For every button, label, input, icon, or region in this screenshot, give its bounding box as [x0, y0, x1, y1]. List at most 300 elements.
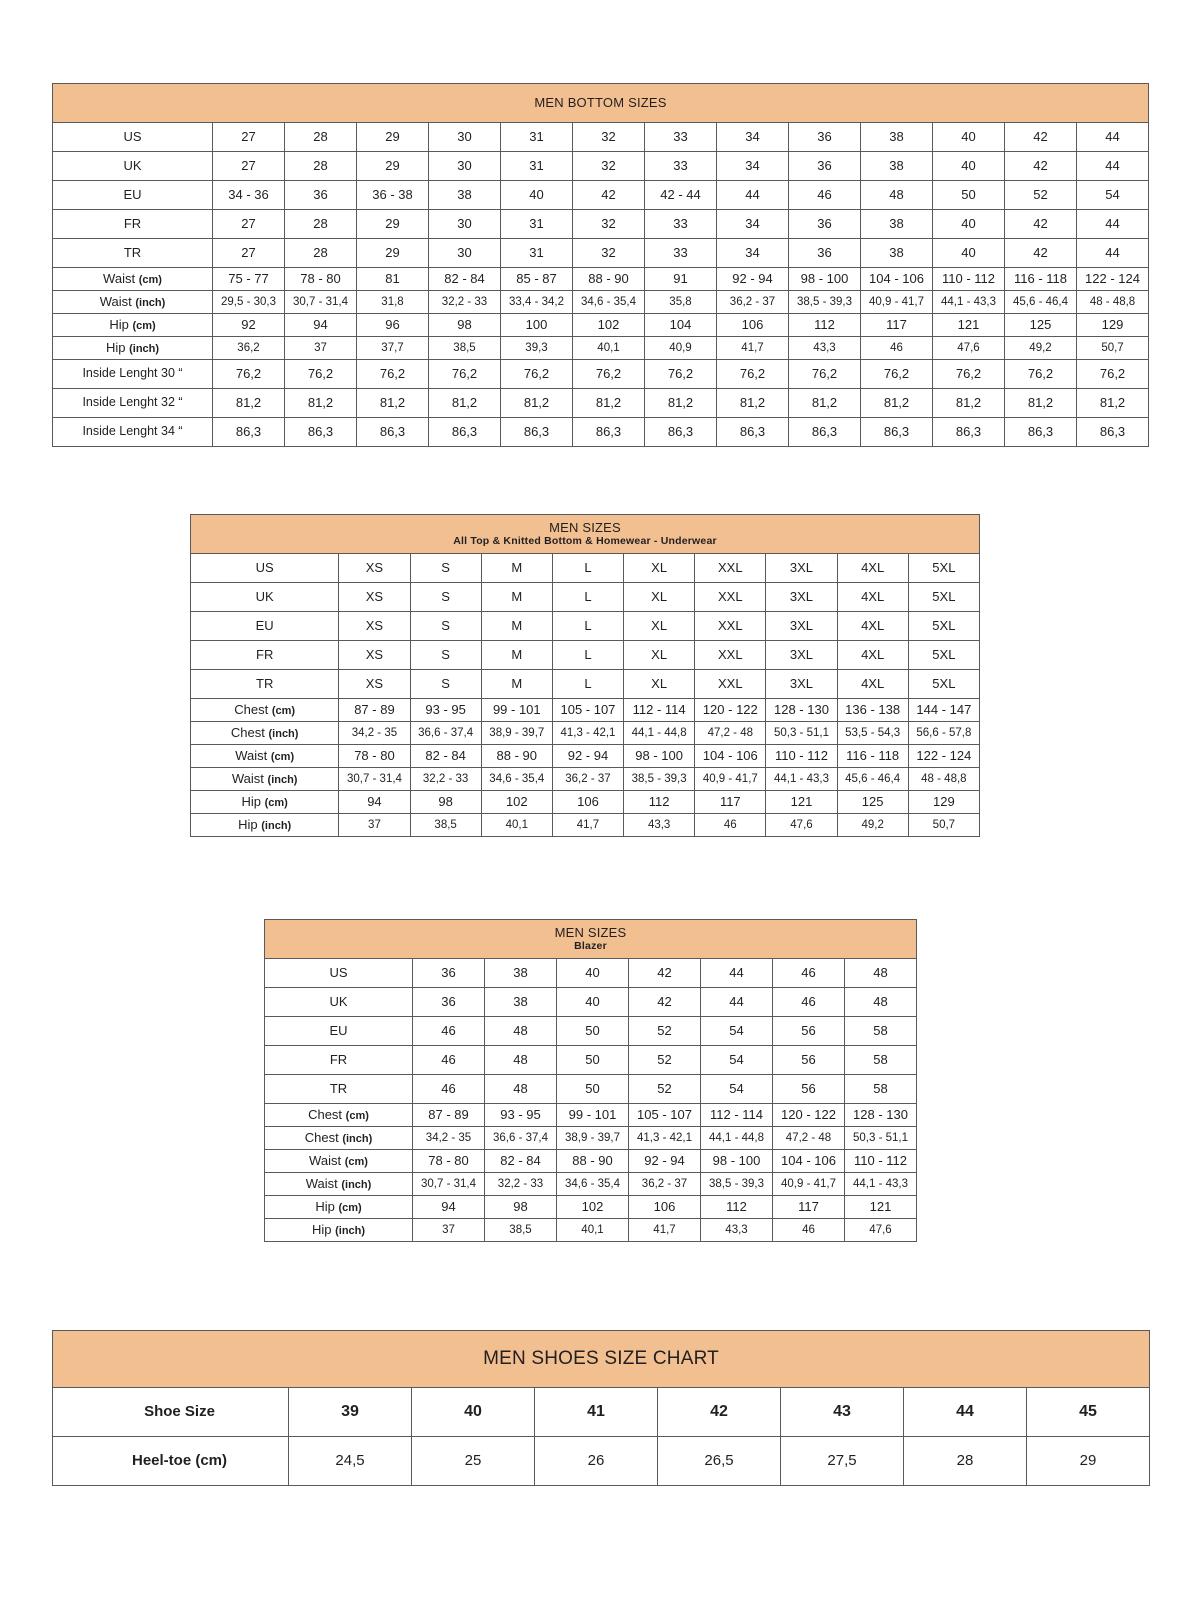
cell: 98 - 100	[624, 745, 695, 768]
cell: 34,6 - 35,4	[481, 768, 552, 791]
cell: 45,6 - 46,4	[1005, 291, 1077, 314]
cell: 40,1	[557, 1219, 629, 1242]
cell: 30,7 - 31,4	[413, 1173, 485, 1196]
cell: 28	[285, 210, 357, 239]
cell: 39,3	[501, 337, 573, 360]
cell: 116 - 118	[837, 745, 908, 768]
table-row	[265, 1196, 917, 1219]
table-row	[53, 418, 1149, 447]
cell: 76,2	[645, 360, 717, 389]
cell: 32,2 - 33	[429, 291, 501, 314]
cell: 47,2 - 48	[773, 1127, 845, 1150]
cell: 44,1 - 44,8	[624, 722, 695, 745]
cell: 28	[285, 239, 357, 268]
cell: 76,2	[285, 360, 357, 389]
cell: 40,9 - 41,7	[861, 291, 933, 314]
cell: 86,3	[789, 418, 861, 447]
cell: 86,3	[501, 418, 573, 447]
cell: 48 - 48,8	[1077, 291, 1149, 314]
cell: 56,6 - 57,8	[908, 722, 979, 745]
cell: 88 - 90	[557, 1150, 629, 1173]
row-label: EU	[53, 181, 213, 210]
cell: 27	[213, 239, 285, 268]
row-label: Hip (inch)	[265, 1219, 413, 1242]
cell: 30	[429, 123, 501, 152]
cell: 40,9	[645, 337, 717, 360]
cell: 112	[701, 1196, 773, 1219]
cell: 53,5 - 54,3	[837, 722, 908, 745]
cell: 35,8	[645, 291, 717, 314]
cell: 30	[429, 152, 501, 181]
cell: 36	[789, 152, 861, 181]
cell: 36,6 - 37,4	[410, 722, 481, 745]
cell: 86,3	[717, 418, 789, 447]
table-title-row	[265, 920, 917, 959]
cell: 88 - 90	[573, 268, 645, 291]
cell: 5XL	[908, 641, 979, 670]
cell: 38	[861, 152, 933, 181]
cell: 36,2 - 37	[629, 1173, 701, 1196]
cell: 81,2	[717, 389, 789, 418]
cell: 44,1 - 44,8	[701, 1127, 773, 1150]
cell: 36,2 - 37	[717, 291, 789, 314]
row-label: Shoe Size	[53, 1388, 289, 1437]
cell: 41,3 - 42,1	[552, 722, 623, 745]
cell: 81,2	[645, 389, 717, 418]
cell: 5XL	[908, 554, 979, 583]
cell: 28	[285, 123, 357, 152]
cell: 81,2	[573, 389, 645, 418]
cell: 40,9 - 41,7	[773, 1173, 845, 1196]
cell: 45	[1027, 1388, 1150, 1437]
cell: 40,1	[573, 337, 645, 360]
row-label: Hip (cm)	[53, 314, 213, 337]
table-title	[53, 84, 1149, 123]
cell: 29	[357, 152, 429, 181]
cell: 38	[861, 123, 933, 152]
cell: XXL	[695, 583, 766, 612]
cell: 54	[701, 1075, 773, 1104]
cell: 42	[1005, 152, 1077, 181]
cell: 38	[861, 210, 933, 239]
table-row	[191, 791, 980, 814]
cell: 76,2	[357, 360, 429, 389]
table-men-shoes-size-chart	[52, 1330, 1150, 1486]
cell: 76,2	[861, 360, 933, 389]
table-title-row	[53, 84, 1149, 123]
cell: 144 - 147	[908, 699, 979, 722]
cell: XXL	[695, 612, 766, 641]
table-row	[191, 670, 980, 699]
cell: 100	[501, 314, 573, 337]
cell: 128 - 130	[766, 699, 837, 722]
cell: 98 - 100	[789, 268, 861, 291]
cell: 86,3	[933, 418, 1005, 447]
cell: S	[410, 554, 481, 583]
cell: 44	[717, 181, 789, 210]
cell: 96	[357, 314, 429, 337]
cell: 88 - 90	[481, 745, 552, 768]
cell: 86,3	[1077, 418, 1149, 447]
cell: 36	[789, 123, 861, 152]
cell: 39	[289, 1388, 412, 1437]
cell: 34	[717, 210, 789, 239]
cell: 30,7 - 31,4	[285, 291, 357, 314]
cell: 30,7 - 31,4	[339, 768, 410, 791]
cell: 91	[645, 268, 717, 291]
cell: 34 - 36	[213, 181, 285, 210]
cell: 106	[717, 314, 789, 337]
cell: 50	[557, 1046, 629, 1075]
cell: 136 - 138	[837, 699, 908, 722]
cell: 4XL	[837, 554, 908, 583]
cell: 81,2	[429, 389, 501, 418]
cell: 32	[573, 210, 645, 239]
cell: 44,1 - 43,3	[845, 1173, 917, 1196]
cell: 37	[413, 1219, 485, 1242]
cell: 36	[413, 988, 485, 1017]
cell: 31	[501, 210, 573, 239]
cell: 44,1 - 43,3	[766, 768, 837, 791]
cell: 38,5	[485, 1219, 557, 1242]
row-label: FR	[53, 210, 213, 239]
cell: 40	[501, 181, 573, 210]
cell: 42 - 44	[645, 181, 717, 210]
cell: M	[481, 670, 552, 699]
cell: 49,2	[837, 814, 908, 837]
cell: 85 - 87	[501, 268, 573, 291]
row-label: Chest (cm)	[191, 699, 339, 722]
cell: 54	[701, 1046, 773, 1075]
cell: XXL	[695, 670, 766, 699]
cell: XL	[624, 554, 695, 583]
cell: 117	[861, 314, 933, 337]
table-row	[191, 814, 980, 837]
cell: 86,3	[573, 418, 645, 447]
cell: 38,5 - 39,3	[789, 291, 861, 314]
table-row	[53, 337, 1149, 360]
cell: 34,2 - 35	[413, 1127, 485, 1150]
cell: 37	[285, 337, 357, 360]
cell: 81,2	[1077, 389, 1149, 418]
cell: 42	[629, 988, 701, 1017]
cell: 75 - 77	[213, 268, 285, 291]
cell: S	[410, 612, 481, 641]
row-label: Hip (cm)	[265, 1196, 413, 1219]
cell: 48	[485, 1046, 557, 1075]
row-label: TR	[53, 239, 213, 268]
cell: 38,5	[429, 337, 501, 360]
cell: 29	[357, 123, 429, 152]
cell: 110 - 112	[845, 1150, 917, 1173]
cell: 30	[429, 239, 501, 268]
cell: 31,8	[357, 291, 429, 314]
cell: 29	[357, 210, 429, 239]
table-row	[53, 152, 1149, 181]
cell: 117	[695, 791, 766, 814]
cell: S	[410, 670, 481, 699]
cell: 38	[429, 181, 501, 210]
cell: 34,6 - 35,4	[557, 1173, 629, 1196]
cell: 86,3	[213, 418, 285, 447]
cell: 47,6	[933, 337, 1005, 360]
cell: XXL	[695, 641, 766, 670]
table-row	[191, 768, 980, 791]
cell: 36	[789, 210, 861, 239]
row-label: Waist (inch)	[191, 768, 339, 791]
cell: 5XL	[908, 670, 979, 699]
cell: 47,6	[845, 1219, 917, 1242]
cell: 38	[861, 239, 933, 268]
cell: 104 - 106	[773, 1150, 845, 1173]
cell: 36	[789, 239, 861, 268]
row-label: Inside Lenght 34 “	[53, 418, 213, 447]
table-row	[53, 389, 1149, 418]
cell: 49,2	[1005, 337, 1077, 360]
cell: 34,6 - 35,4	[573, 291, 645, 314]
cell: 81,2	[501, 389, 573, 418]
row-label: Waist (cm)	[265, 1150, 413, 1173]
cell: 46	[773, 988, 845, 1017]
cell: 92 - 94	[552, 745, 623, 768]
cell: 38	[485, 959, 557, 988]
cell: 44	[701, 988, 773, 1017]
cell: 54	[1077, 181, 1149, 210]
cell: XL	[624, 670, 695, 699]
cell: 112 - 114	[701, 1104, 773, 1127]
cell: 34,2 - 35	[339, 722, 410, 745]
cell: 33	[645, 123, 717, 152]
cell: 121	[845, 1196, 917, 1219]
cell: 32	[573, 123, 645, 152]
cell: 76,2	[1077, 360, 1149, 389]
cell: 94	[285, 314, 357, 337]
cell: 41	[535, 1388, 658, 1437]
cell: 54	[701, 1017, 773, 1046]
cell: 112	[624, 791, 695, 814]
cell: 29,5 - 30,3	[213, 291, 285, 314]
table-subtitle-text: All Top & Knitted Bottom & Homewear - Underwear	[453, 534, 717, 547]
cell: 81,2	[357, 389, 429, 418]
cell: 58	[845, 1017, 917, 1046]
cell: 34	[717, 123, 789, 152]
table-row	[191, 612, 980, 641]
cell: 43,3	[789, 337, 861, 360]
cell: 104 - 106	[861, 268, 933, 291]
cell: 40	[933, 210, 1005, 239]
cell: L	[552, 583, 623, 612]
row-label: US	[265, 959, 413, 988]
cell: 87 - 89	[413, 1104, 485, 1127]
cell: 81,2	[789, 389, 861, 418]
cell: 45,6 - 46,4	[837, 768, 908, 791]
cell: 42	[573, 181, 645, 210]
table-row	[53, 360, 1149, 389]
cell: 44	[1077, 152, 1149, 181]
cell: 44	[1077, 210, 1149, 239]
cell: 82 - 84	[485, 1150, 557, 1173]
cell: S	[410, 641, 481, 670]
row-label: Chest (cm)	[265, 1104, 413, 1127]
cell: 27	[213, 152, 285, 181]
cell: 36,2 - 37	[552, 768, 623, 791]
cell: 28	[904, 1437, 1027, 1486]
cell: 56	[773, 1017, 845, 1046]
cell: 4XL	[837, 641, 908, 670]
cell: 29	[357, 239, 429, 268]
cell: 41,7	[629, 1219, 701, 1242]
cell: XS	[339, 670, 410, 699]
table-title	[191, 515, 980, 554]
cell: 105 - 107	[552, 699, 623, 722]
cell: 44	[904, 1388, 1027, 1437]
table-row	[53, 210, 1149, 239]
cell: 121	[933, 314, 1005, 337]
cell: 28	[285, 152, 357, 181]
cell: 48	[485, 1017, 557, 1046]
cell: 120 - 122	[695, 699, 766, 722]
cell: 3XL	[766, 583, 837, 612]
cell: 33	[645, 210, 717, 239]
cell: 112 - 114	[624, 699, 695, 722]
table-row	[191, 641, 980, 670]
cell: 92	[213, 314, 285, 337]
cell: 76,2	[789, 360, 861, 389]
table-row	[191, 722, 980, 745]
cell: 94	[339, 791, 410, 814]
cell: 25	[412, 1437, 535, 1486]
cell: 36 - 38	[357, 181, 429, 210]
cell: 86,3	[285, 418, 357, 447]
cell: 27,5	[781, 1437, 904, 1486]
cell: 37,7	[357, 337, 429, 360]
cell: 40	[933, 123, 1005, 152]
table-title-row	[53, 1331, 1150, 1388]
cell: L	[552, 670, 623, 699]
row-label: Heel-toe (cm)	[53, 1437, 289, 1486]
cell: 76,2	[717, 360, 789, 389]
cell: 93 - 95	[410, 699, 481, 722]
cell: 122 - 124	[908, 745, 979, 768]
cell: 43,3	[701, 1219, 773, 1242]
cell: 44	[1077, 123, 1149, 152]
table-row	[191, 554, 980, 583]
cell: 92 - 94	[629, 1150, 701, 1173]
cell: 40	[933, 239, 1005, 268]
table-row	[53, 123, 1149, 152]
cell: 46	[413, 1046, 485, 1075]
cell: 76,2	[1005, 360, 1077, 389]
row-label: Chest (inch)	[265, 1127, 413, 1150]
cell: 106	[629, 1196, 701, 1219]
cell: 50,3 - 51,1	[845, 1127, 917, 1150]
cell: 98 - 100	[701, 1150, 773, 1173]
cell: 92 - 94	[717, 268, 789, 291]
cell: 24,5	[289, 1437, 412, 1486]
cell: 41,3 - 42,1	[629, 1127, 701, 1150]
cell: 32	[573, 152, 645, 181]
cell: 33,4 - 34,2	[501, 291, 573, 314]
cell: 120 - 122	[773, 1104, 845, 1127]
cell: 56	[773, 1046, 845, 1075]
cell: 43	[781, 1388, 904, 1437]
cell: 47,2 - 48	[695, 722, 766, 745]
table-title-text: MEN SHOES SIZE CHART	[483, 1347, 719, 1369]
cell: 47,6	[766, 814, 837, 837]
cell: 86,3	[357, 418, 429, 447]
cell: 99 - 101	[481, 699, 552, 722]
cell: 104 - 106	[695, 745, 766, 768]
cell: 76,2	[573, 360, 645, 389]
cell: 116 - 118	[1005, 268, 1077, 291]
table-men-sizes-blazer	[264, 919, 917, 1242]
row-label: TR	[191, 670, 339, 699]
cell: 81,2	[1005, 389, 1077, 418]
cell: 102	[557, 1196, 629, 1219]
cell: 38,5 - 39,3	[624, 768, 695, 791]
cell: S	[410, 583, 481, 612]
row-label: Waist (cm)	[53, 268, 213, 291]
cell: 38,9 - 39,7	[481, 722, 552, 745]
cell: 105 - 107	[629, 1104, 701, 1127]
cell: 42	[1005, 239, 1077, 268]
cell: 43,3	[624, 814, 695, 837]
cell: 34	[717, 239, 789, 268]
table-row	[265, 1017, 917, 1046]
cell: 26	[535, 1437, 658, 1486]
cell: 40,1	[481, 814, 552, 837]
row-label: US	[53, 123, 213, 152]
cell: 50,3 - 51,1	[766, 722, 837, 745]
cell: 36	[285, 181, 357, 210]
cell: 36,6 - 37,4	[485, 1127, 557, 1150]
cell: L	[552, 554, 623, 583]
cell: 56	[773, 1075, 845, 1104]
table-title-text: MEN BOTTOM SIZES	[534, 94, 667, 110]
cell: 48	[861, 181, 933, 210]
cell: 78 - 80	[285, 268, 357, 291]
cell: L	[552, 641, 623, 670]
cell: 46	[789, 181, 861, 210]
cell: 122 - 124	[1077, 268, 1149, 291]
table-title	[265, 920, 917, 959]
cell: 46	[773, 1219, 845, 1242]
row-label: EU	[191, 612, 339, 641]
cell: 112	[789, 314, 861, 337]
cell: M	[481, 612, 552, 641]
cell: 42	[1005, 210, 1077, 239]
cell: XL	[624, 612, 695, 641]
cell: 33	[645, 152, 717, 181]
row-label: FR	[265, 1046, 413, 1075]
table-title	[53, 1331, 1150, 1388]
cell: M	[481, 583, 552, 612]
table-row	[265, 1127, 917, 1150]
table-men-bottom-sizes	[52, 83, 1149, 447]
row-label: UK	[191, 583, 339, 612]
row-label: Hip (inch)	[53, 337, 213, 360]
cell: 42	[1005, 123, 1077, 152]
cell: 48	[845, 988, 917, 1017]
row-label: UK	[53, 152, 213, 181]
cell: 40	[933, 152, 1005, 181]
cell: 32,2 - 33	[410, 768, 481, 791]
cell: L	[552, 612, 623, 641]
cell: 86,3	[645, 418, 717, 447]
cell: 40	[557, 959, 629, 988]
cell: XXL	[695, 554, 766, 583]
cell: 46	[413, 1075, 485, 1104]
